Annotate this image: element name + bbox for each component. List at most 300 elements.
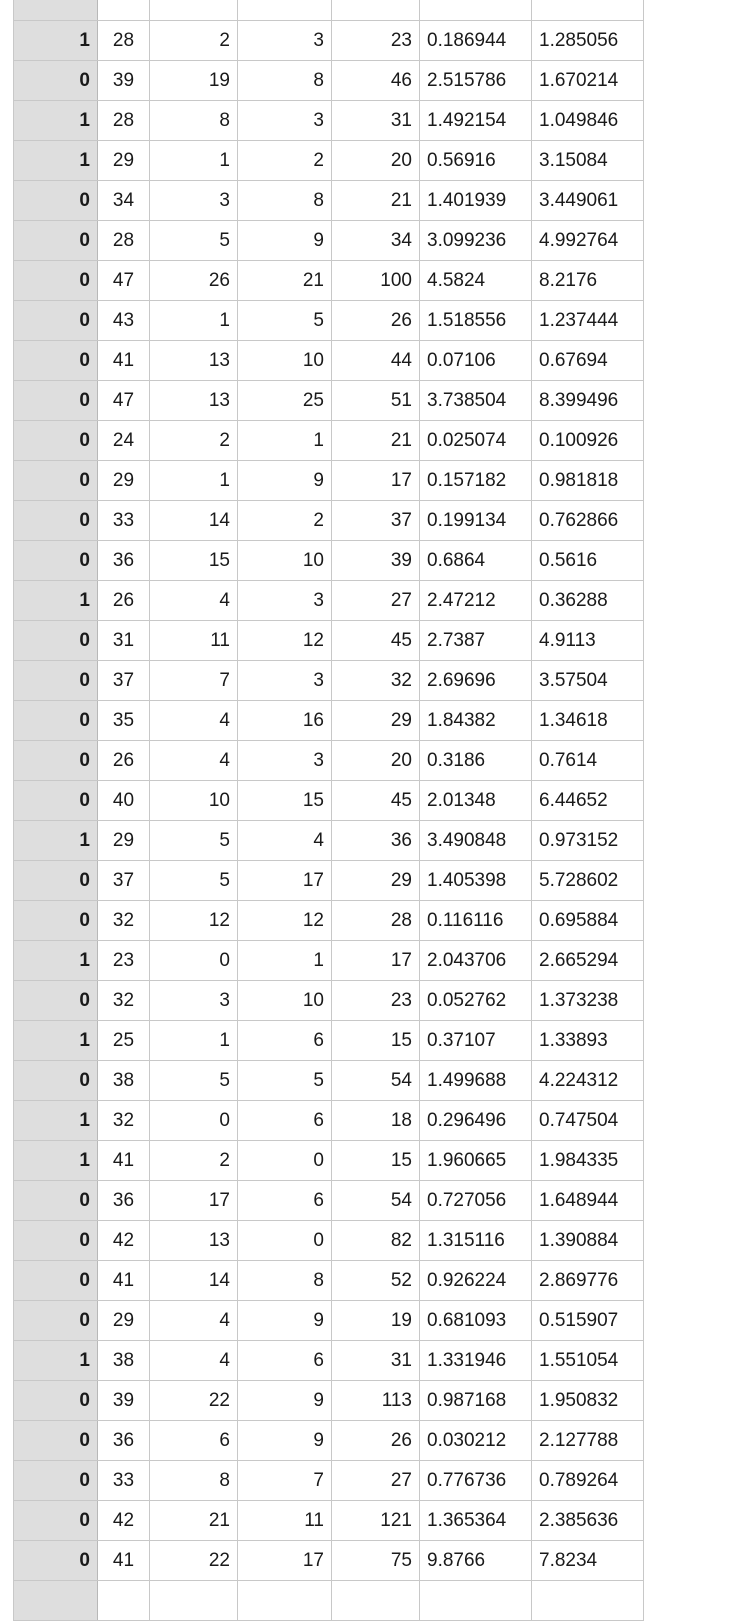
col-g-cell[interactable]: 1.984335 (532, 1141, 644, 1181)
col-f-cell[interactable]: 0.07106 (420, 341, 532, 381)
age-cell[interactable]: 28 (98, 101, 150, 141)
col-c-cell[interactable]: 21 (150, 1501, 238, 1541)
col-e-cell[interactable]: 100 (332, 261, 420, 301)
age-cell[interactable]: 28 (98, 221, 150, 261)
row-header-cell[interactable]: 0 (14, 701, 98, 741)
col-c-cell[interactable]: 14 (150, 501, 238, 541)
col-d-cell[interactable]: 5 (238, 301, 332, 341)
row-header-cell[interactable]: 0 (14, 381, 98, 421)
col-c-cell[interactable] (150, 1581, 238, 1621)
row-header-cell[interactable]: 0 (14, 861, 98, 901)
col-f-cell[interactable]: 2.7387 (420, 621, 532, 661)
col-c-cell[interactable]: 5 (150, 221, 238, 261)
col-d-cell[interactable]: 1 (238, 941, 332, 981)
col-g-cell[interactable]: 3.449061 (532, 181, 644, 221)
age-cell[interactable]: 37 (98, 661, 150, 701)
col-c-cell[interactable]: 4 (150, 1301, 238, 1341)
age-cell[interactable]: 32 (98, 981, 150, 1021)
table-row (14, 1541, 644, 1581)
col-f-cell[interactable]: 0.052762 (420, 981, 532, 1021)
col-f-cell[interactable]: 1.365364 (420, 1501, 532, 1541)
row-header-cell[interactable]: 0 (14, 741, 98, 781)
row-header-cell[interactable]: 0 (14, 901, 98, 941)
col-g-cell[interactable]: 0.747504 (532, 1101, 644, 1141)
row-header-cell[interactable]: 0 (14, 61, 98, 101)
col-e-cell[interactable]: 37 (332, 501, 420, 541)
col-f-cell[interactable]: 0.116116 (420, 901, 532, 941)
col-c-cell[interactable]: 0 (150, 941, 238, 981)
col-c-cell[interactable]: 11 (150, 621, 238, 661)
row-header-cell[interactable]: 0 (14, 781, 98, 821)
row-header-cell[interactable]: 0 (14, 1541, 98, 1581)
col-f-cell[interactable] (420, 0, 532, 21)
col-c-cell[interactable]: 4 (150, 581, 238, 621)
age-cell[interactable]: 28 (98, 21, 150, 61)
col-g-cell[interactable]: 4.224312 (532, 1061, 644, 1101)
col-g-cell[interactable]: 0.762866 (532, 501, 644, 541)
row-header-cell[interactable]: 0 (14, 1181, 98, 1221)
table-row (14, 901, 644, 941)
col-c-cell[interactable]: 1 (150, 1021, 238, 1061)
age-cell[interactable]: 41 (98, 1541, 150, 1581)
col-c-cell[interactable]: 2 (150, 1141, 238, 1181)
col-c-cell[interactable]: 6 (150, 1421, 238, 1461)
col-d-cell[interactable]: 8 (238, 181, 332, 221)
col-d-cell[interactable]: 3 (238, 581, 332, 621)
table-row (14, 1261, 644, 1301)
row-header-cell[interactable]: 1 (14, 1021, 98, 1061)
age-cell[interactable]: 23 (98, 941, 150, 981)
age-cell[interactable] (98, 1581, 150, 1621)
row-header-cell[interactable]: 1 (14, 941, 98, 981)
age-cell[interactable]: 36 (98, 1181, 150, 1221)
col-e-cell[interactable]: 31 (332, 1341, 420, 1381)
col-d-cell[interactable]: 2 (238, 141, 332, 181)
age-cell[interactable]: 41 (98, 1141, 150, 1181)
age-cell[interactable]: 47 (98, 261, 150, 301)
col-d-cell[interactable]: 16 (238, 701, 332, 741)
col-d-cell[interactable]: 3 (238, 101, 332, 141)
col-g-cell[interactable]: 1.390884 (532, 1221, 644, 1261)
col-g-cell[interactable]: 1.950832 (532, 1381, 644, 1421)
col-f-cell[interactable]: 0.727056 (420, 1181, 532, 1221)
col-g-cell[interactable]: 1.33893 (532, 1021, 644, 1061)
col-g-cell[interactable]: 1.34618 (532, 701, 644, 741)
col-g-cell[interactable]: 0.5616 (532, 541, 644, 581)
col-e-cell[interactable]: 45 (332, 781, 420, 821)
col-e-cell[interactable] (332, 0, 420, 21)
col-f-cell[interactable] (420, 1581, 532, 1621)
age-cell[interactable]: 29 (98, 461, 150, 501)
age-cell[interactable]: 25 (98, 1021, 150, 1061)
col-d-cell[interactable]: 3 (238, 661, 332, 701)
col-f-cell[interactable]: 0.987168 (420, 1381, 532, 1421)
col-e-cell[interactable]: 45 (332, 621, 420, 661)
col-f-cell[interactable]: 1.518556 (420, 301, 532, 341)
row-header-cell[interactable]: 0 (14, 1221, 98, 1261)
age-cell[interactable]: 38 (98, 1341, 150, 1381)
col-g-cell[interactable]: 4.992764 (532, 221, 644, 261)
col-c-cell[interactable]: 19 (150, 61, 238, 101)
age-cell[interactable]: 32 (98, 1101, 150, 1141)
row-header-cell[interactable]: 0 (14, 181, 98, 221)
col-d-cell[interactable]: 9 (238, 221, 332, 261)
table-row (14, 541, 644, 581)
col-c-cell[interactable]: 4 (150, 1341, 238, 1381)
col-d-cell[interactable]: 25 (238, 381, 332, 421)
row-header-cell[interactable]: 0 (14, 661, 98, 701)
row-header-cell[interactable]: 0 (14, 501, 98, 541)
col-d-cell[interactable] (238, 1581, 332, 1621)
col-c-cell[interactable]: 8 (150, 101, 238, 141)
col-f-cell[interactable]: 3.490848 (420, 821, 532, 861)
age-cell[interactable]: 31 (98, 621, 150, 661)
col-e-cell[interactable]: 23 (332, 21, 420, 61)
row-header-cell[interactable]: 0 (14, 1061, 98, 1101)
col-g-cell[interactable]: 3.57504 (532, 661, 644, 701)
col-c-cell[interactable]: 13 (150, 341, 238, 381)
row-header-cell[interactable] (14, 0, 98, 21)
age-cell[interactable]: 24 (98, 421, 150, 461)
col-f-cell[interactable]: 2.043706 (420, 941, 532, 981)
row-header-cell[interactable]: 1 (14, 101, 98, 141)
col-e-cell[interactable]: 121 (332, 1501, 420, 1541)
col-d-cell[interactable]: 0 (238, 1221, 332, 1261)
col-f-cell[interactable]: 2.01348 (420, 781, 532, 821)
col-c-cell[interactable]: 14 (150, 1261, 238, 1301)
col-e-cell[interactable]: 17 (332, 941, 420, 981)
col-d-cell[interactable]: 3 (238, 741, 332, 781)
col-d-cell[interactable]: 6 (238, 1021, 332, 1061)
col-g-cell[interactable]: 1.237444 (532, 301, 644, 341)
row-header-cell[interactable]: 0 (14, 1301, 98, 1341)
age-cell[interactable]: 42 (98, 1221, 150, 1261)
col-f-cell[interactable]: 2.515786 (420, 61, 532, 101)
col-g-cell[interactable]: 0.695884 (532, 901, 644, 941)
col-e-cell[interactable]: 17 (332, 461, 420, 501)
age-cell[interactable] (98, 0, 150, 21)
row-header-cell[interactable]: 0 (14, 301, 98, 341)
col-f-cell[interactable]: 2.47212 (420, 581, 532, 621)
row-header-cell[interactable]: 0 (14, 981, 98, 1021)
age-cell[interactable]: 43 (98, 301, 150, 341)
col-c-cell[interactable]: 22 (150, 1381, 238, 1421)
col-e-cell[interactable] (332, 1581, 420, 1621)
col-d-cell[interactable]: 5 (238, 1061, 332, 1101)
age-cell[interactable]: 42 (98, 1501, 150, 1541)
col-c-cell[interactable]: 1 (150, 301, 238, 341)
row-header-cell[interactable]: 0 (14, 1501, 98, 1541)
col-e-cell[interactable]: 54 (332, 1181, 420, 1221)
col-g-cell[interactable]: 0.515907 (532, 1301, 644, 1341)
col-f-cell[interactable]: 1.405398 (420, 861, 532, 901)
age-cell[interactable]: 34 (98, 181, 150, 221)
age-cell[interactable]: 39 (98, 1381, 150, 1421)
col-g-cell[interactable]: 1.373238 (532, 981, 644, 1021)
col-f-cell[interactable]: 0.56916 (420, 141, 532, 181)
col-e-cell[interactable]: 23 (332, 981, 420, 1021)
col-e-cell[interactable]: 36 (332, 821, 420, 861)
col-g-cell[interactable]: 2.127788 (532, 1421, 644, 1461)
table-row (14, 421, 644, 461)
col-f-cell[interactable]: 0.030212 (420, 1421, 532, 1461)
row-header-cell[interactable]: 1 (14, 141, 98, 181)
col-g-cell[interactable]: 0.36288 (532, 581, 644, 621)
col-d-cell[interactable]: 1 (238, 421, 332, 461)
col-e-cell[interactable]: 29 (332, 701, 420, 741)
col-f-cell[interactable]: 0.199134 (420, 501, 532, 541)
col-g-cell[interactable]: 3.15084 (532, 141, 644, 181)
col-g-cell[interactable]: 4.9113 (532, 621, 644, 661)
col-f-cell[interactable]: 1.331946 (420, 1341, 532, 1381)
row-header-cell[interactable]: 0 (14, 421, 98, 461)
age-cell[interactable]: 29 (98, 821, 150, 861)
col-g-cell[interactable] (532, 1581, 644, 1621)
col-d-cell[interactable]: 7 (238, 1461, 332, 1501)
col-c-cell[interactable]: 0 (150, 1101, 238, 1141)
col-g-cell[interactable] (532, 0, 644, 21)
col-f-cell[interactable]: 1.492154 (420, 101, 532, 141)
col-g-cell[interactable]: 2.385636 (532, 1501, 644, 1541)
age-cell[interactable]: 39 (98, 61, 150, 101)
col-g-cell[interactable]: 0.789264 (532, 1461, 644, 1501)
col-e-cell[interactable]: 21 (332, 181, 420, 221)
col-d-cell[interactable]: 0 (238, 1141, 332, 1181)
col-g-cell[interactable]: 2.869776 (532, 1261, 644, 1301)
col-g-cell[interactable]: 1.285056 (532, 21, 644, 61)
age-cell[interactable]: 33 (98, 501, 150, 541)
col-e-cell[interactable]: 32 (332, 661, 420, 701)
col-g-cell[interactable]: 1.049846 (532, 101, 644, 141)
col-e-cell[interactable]: 52 (332, 1261, 420, 1301)
row-header-cell[interactable]: 1 (14, 581, 98, 621)
col-g-cell[interactable]: 1.648944 (532, 1181, 644, 1221)
col-f-cell[interactable]: 1.84382 (420, 701, 532, 741)
col-e-cell[interactable]: 27 (332, 581, 420, 621)
col-e-cell[interactable]: 54 (332, 1061, 420, 1101)
col-e-cell[interactable]: 29 (332, 861, 420, 901)
col-e-cell[interactable]: 15 (332, 1141, 420, 1181)
col-e-cell[interactable]: 75 (332, 1541, 420, 1581)
col-d-cell[interactable]: 4 (238, 821, 332, 861)
col-g-cell[interactable]: 8.2176 (532, 261, 644, 301)
age-cell[interactable]: 37 (98, 861, 150, 901)
age-cell[interactable]: 35 (98, 701, 150, 741)
table-row (14, 341, 644, 381)
age-cell[interactable]: 36 (98, 541, 150, 581)
age-cell[interactable]: 32 (98, 901, 150, 941)
col-c-cell[interactable]: 4 (150, 741, 238, 781)
col-c-cell[interactable]: 26 (150, 261, 238, 301)
col-e-cell[interactable]: 26 (332, 301, 420, 341)
col-f-cell[interactable]: 3.738504 (420, 381, 532, 421)
col-e-cell[interactable]: 31 (332, 101, 420, 141)
col-c-cell[interactable]: 7 (150, 661, 238, 701)
col-d-cell[interactable]: 9 (238, 461, 332, 501)
age-cell[interactable]: 29 (98, 141, 150, 181)
col-e-cell[interactable]: 27 (332, 1461, 420, 1501)
col-d-cell[interactable]: 9 (238, 1421, 332, 1461)
col-d-cell[interactable]: 6 (238, 1181, 332, 1221)
row-header-cell[interactable]: 0 (14, 221, 98, 261)
col-g-cell[interactable]: 0.7614 (532, 741, 644, 781)
row-header-cell[interactable]: 0 (14, 1421, 98, 1461)
col-f-cell[interactable]: 9.8766 (420, 1541, 532, 1581)
age-cell[interactable]: 26 (98, 741, 150, 781)
row-header-cell[interactable]: 0 (14, 1461, 98, 1501)
table-row (14, 1101, 644, 1141)
col-e-cell[interactable]: 113 (332, 1381, 420, 1421)
col-g-cell[interactable]: 2.665294 (532, 941, 644, 981)
col-f-cell[interactable]: 2.69696 (420, 661, 532, 701)
col-c-cell[interactable]: 22 (150, 1541, 238, 1581)
col-d-cell[interactable]: 8 (238, 1261, 332, 1301)
col-e-cell[interactable]: 28 (332, 901, 420, 941)
col-d-cell[interactable] (238, 0, 332, 21)
col-c-cell[interactable]: 3 (150, 981, 238, 1021)
col-f-cell[interactable]: 0.6864 (420, 541, 532, 581)
col-d-cell[interactable]: 3 (238, 21, 332, 61)
row-header-cell[interactable]: 1 (14, 21, 98, 61)
age-cell[interactable]: 33 (98, 1461, 150, 1501)
col-f-cell[interactable]: 0.926224 (420, 1261, 532, 1301)
table-row (14, 821, 644, 861)
col-d-cell[interactable]: 11 (238, 1501, 332, 1541)
col-c-cell[interactable]: 5 (150, 861, 238, 901)
col-f-cell[interactable]: 1.960665 (420, 1141, 532, 1181)
col-e-cell[interactable]: 39 (332, 541, 420, 581)
col-f-cell[interactable]: 1.499688 (420, 1061, 532, 1101)
row-header-cell[interactable]: 0 (14, 341, 98, 381)
col-g-cell[interactable]: 0.67694 (532, 341, 644, 381)
col-d-cell[interactable]: 12 (238, 901, 332, 941)
col-e-cell[interactable]: 15 (332, 1021, 420, 1061)
row-header-cell[interactable]: 1 (14, 1341, 98, 1381)
col-c-cell[interactable]: 1 (150, 461, 238, 501)
col-f-cell[interactable]: 4.5824 (420, 261, 532, 301)
age-cell[interactable]: 26 (98, 581, 150, 621)
col-g-cell[interactable]: 1.551054 (532, 1341, 644, 1381)
col-d-cell[interactable]: 15 (238, 781, 332, 821)
col-e-cell[interactable]: 20 (332, 141, 420, 181)
col-d-cell[interactable]: 2 (238, 501, 332, 541)
col-d-cell[interactable]: 9 (238, 1301, 332, 1341)
col-c-cell[interactable]: 5 (150, 821, 238, 861)
age-cell[interactable]: 29 (98, 1301, 150, 1341)
col-c-cell[interactable]: 15 (150, 541, 238, 581)
col-g-cell[interactable]: 1.670214 (532, 61, 644, 101)
row-header-cell[interactable]: 0 (14, 461, 98, 501)
col-g-cell[interactable]: 0.100926 (532, 421, 644, 461)
row-header-cell[interactable]: 1 (14, 821, 98, 861)
row-header-cell[interactable]: 0 (14, 621, 98, 661)
age-cell[interactable]: 38 (98, 1061, 150, 1101)
row-header-cell[interactable]: 0 (14, 541, 98, 581)
col-f-cell[interactable]: 1.401939 (420, 181, 532, 221)
col-f-cell[interactable]: 1.315116 (420, 1221, 532, 1261)
col-d-cell[interactable]: 21 (238, 261, 332, 301)
col-f-cell[interactable]: 0.681093 (420, 1301, 532, 1341)
col-d-cell[interactable]: 10 (238, 341, 332, 381)
age-cell[interactable]: 41 (98, 341, 150, 381)
age-cell[interactable]: 41 (98, 1261, 150, 1301)
table-row (14, 1461, 644, 1501)
table-row (14, 1061, 644, 1101)
col-f-cell[interactable]: 0.3186 (420, 741, 532, 781)
col-f-cell[interactable]: 3.099236 (420, 221, 532, 261)
col-f-cell[interactable]: 0.37107 (420, 1021, 532, 1061)
col-e-cell[interactable]: 44 (332, 341, 420, 381)
col-d-cell[interactable]: 6 (238, 1101, 332, 1141)
col-d-cell[interactable]: 10 (238, 541, 332, 581)
col-e-cell[interactable]: 18 (332, 1101, 420, 1141)
col-d-cell[interactable]: 17 (238, 861, 332, 901)
col-c-cell[interactable]: 4 (150, 701, 238, 741)
row-header-cell[interactable]: 0 (14, 1381, 98, 1421)
col-c-cell[interactable]: 12 (150, 901, 238, 941)
col-f-cell[interactable]: 0.186944 (420, 21, 532, 61)
col-e-cell[interactable]: 46 (332, 61, 420, 101)
col-c-cell[interactable]: 17 (150, 1181, 238, 1221)
col-g-cell[interactable]: 8.399496 (532, 381, 644, 421)
col-e-cell[interactable]: 82 (332, 1221, 420, 1261)
col-c-cell[interactable]: 2 (150, 421, 238, 461)
col-f-cell[interactable]: 0.296496 (420, 1101, 532, 1141)
table-row (14, 221, 644, 261)
col-c-cell[interactable]: 1 (150, 141, 238, 181)
col-d-cell[interactable]: 6 (238, 1341, 332, 1381)
row-header-cell[interactable]: 0 (14, 1261, 98, 1301)
col-c-cell[interactable]: 13 (150, 1221, 238, 1261)
col-e-cell[interactable]: 21 (332, 421, 420, 461)
col-c-cell[interactable]: 3 (150, 181, 238, 221)
row-header-cell[interactable]: 1 (14, 1141, 98, 1181)
col-g-cell[interactable]: 5.728602 (532, 861, 644, 901)
col-d-cell[interactable]: 9 (238, 1381, 332, 1421)
col-f-cell[interactable]: 0.776736 (420, 1461, 532, 1501)
col-g-cell[interactable]: 6.44652 (532, 781, 644, 821)
col-e-cell[interactable]: 26 (332, 1421, 420, 1461)
col-d-cell[interactable]: 10 (238, 981, 332, 1021)
col-c-cell[interactable] (150, 0, 238, 21)
col-c-cell[interactable]: 5 (150, 1061, 238, 1101)
col-e-cell[interactable]: 20 (332, 741, 420, 781)
table-row (14, 261, 644, 301)
col-c-cell[interactable]: 8 (150, 1461, 238, 1501)
row-header-cell[interactable]: 1 (14, 1101, 98, 1141)
data-table (13, 0, 644, 1621)
col-e-cell[interactable]: 34 (332, 221, 420, 261)
row-header-cell[interactable] (14, 1581, 98, 1621)
col-g-cell[interactable]: 0.981818 (532, 461, 644, 501)
age-cell[interactable]: 47 (98, 381, 150, 421)
row-header-cell[interactable]: 0 (14, 261, 98, 301)
col-c-cell[interactable]: 13 (150, 381, 238, 421)
col-d-cell[interactable]: 17 (238, 1541, 332, 1581)
col-g-cell[interactable]: 7.8234 (532, 1541, 644, 1581)
age-cell[interactable]: 40 (98, 781, 150, 821)
col-d-cell[interactable]: 12 (238, 621, 332, 661)
col-g-cell[interactable]: 0.973152 (532, 821, 644, 861)
col-e-cell[interactable]: 19 (332, 1301, 420, 1341)
col-c-cell[interactable]: 10 (150, 781, 238, 821)
col-c-cell[interactable]: 2 (150, 21, 238, 61)
col-e-cell[interactable]: 51 (332, 381, 420, 421)
col-d-cell[interactable]: 8 (238, 61, 332, 101)
col-f-cell[interactable]: 0.157182 (420, 461, 532, 501)
age-cell[interactable]: 36 (98, 1421, 150, 1461)
col-f-cell[interactable]: 0.025074 (420, 421, 532, 461)
